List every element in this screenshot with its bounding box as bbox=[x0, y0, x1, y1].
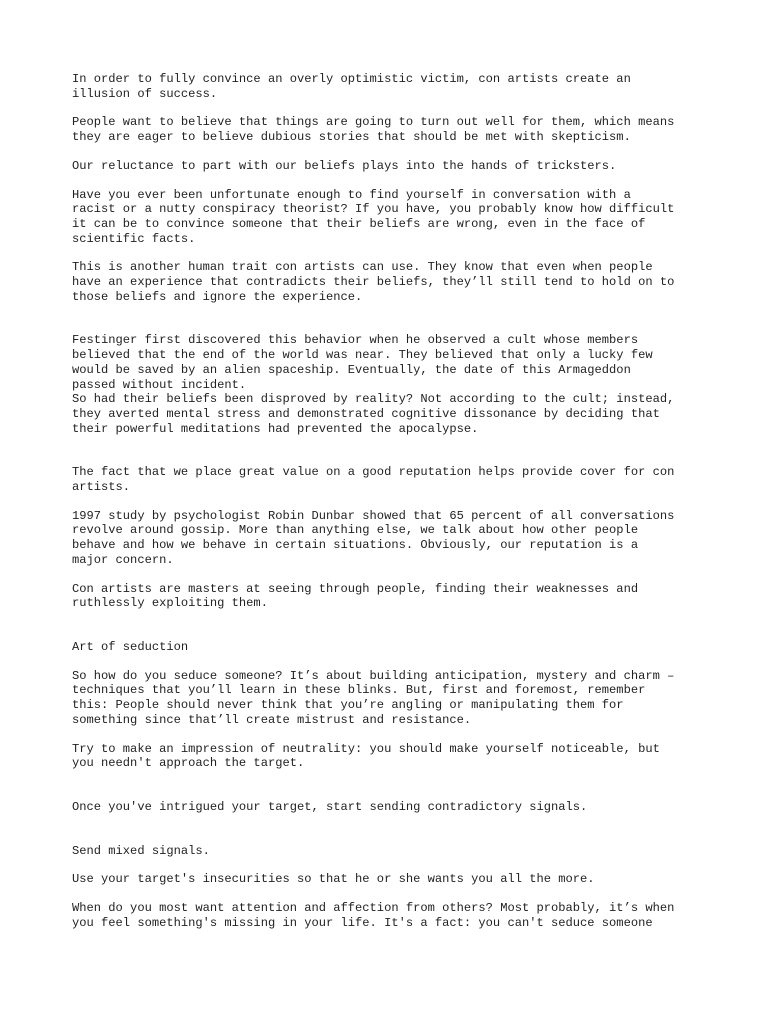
paragraph-14: Use your target's insecurities so that he or she wants you all the more. bbox=[72, 872, 595, 887]
paragraph-7: The fact that we place great value on a good reputation helps provide cover for con artists. bbox=[72, 465, 675, 495]
paragraph-15: When do you most want attention and affection from others? Most probably, it’s when you feel something's missing in your life. It's a fact: you can't seduce someone bbox=[72, 901, 675, 930]
paragraph-2: People want to believe that things are going to turn out well for them, which means they are eager to believe dubious stories that should be met with skepticism. bbox=[72, 115, 675, 145]
paragraph-12: Once you've intrigued your target, start sending contradictory signals. bbox=[72, 799, 588, 814]
paragraph-4: Have you ever been unfortunate enough to find yourself in conversation with a racist or a nutty conspiracy theorist? If you have, you probably know how difficult it can be to convince someone that their beliefs are wrong, even in the face of scientific facts. bbox=[72, 187, 675, 246]
paragraph-3: Our reluctance to part with our beliefs plays into the hands of tricksters. bbox=[72, 158, 617, 173]
paragraph-6: Festinger first discovered this behavior when he observed a cult whose members believed that the end of the world was near. They believed that only a lucky few would be saved by an alien spaceship. Eventually, the date of this Armageddon passed without incident. So had their beliefs been disproved by reality? Not according to the cult; instead, they averted mental stress and demonstrated cognitive dissonance by deciding that their powerful meditations had prevented the apocalypse. bbox=[72, 333, 675, 436]
paragraph-9: Con artists are masters at seeing through people, finding their weaknesses and ruthlessly exploiting them. bbox=[72, 581, 639, 611]
section-heading: Art of seduction bbox=[72, 639, 189, 654]
paragraph-5: This is another human trait con artists can use. They know that even when people have an experience that contradicts their beliefs, they’ll still tend to hold on to those beliefs and ignore the experience. bbox=[72, 260, 675, 304]
paragraph-1: In order to fully convince an overly optimistic victim, con artists create an illusion of success. bbox=[72, 72, 631, 101]
paragraph-13: Send mixed signals. bbox=[72, 843, 210, 858]
paragraph-8: 1997 study by psychologist Robin Dunbar showed that 65 percent of all conversations revolve around gossip. More than anything else, we talk about how other people behave and how we behave in certain situations. Obviously, our reputation is a major concern. bbox=[72, 508, 675, 567]
paragraph-10: So how do you seduce someone? It’s about building anticipation, mystery and charm – techniques that you’ll learn in these blinks. But, first and foremost, remember this: People should never think that you’re angling or manipulating them for something since that’ll create mistrust and resistance. bbox=[72, 668, 675, 727]
paragraph-11: Try to make an impression of neutrality: you should make yourself noticeable, but you needn't approach the target. bbox=[72, 741, 660, 771]
document-page bbox=[72, 72, 712, 930]
